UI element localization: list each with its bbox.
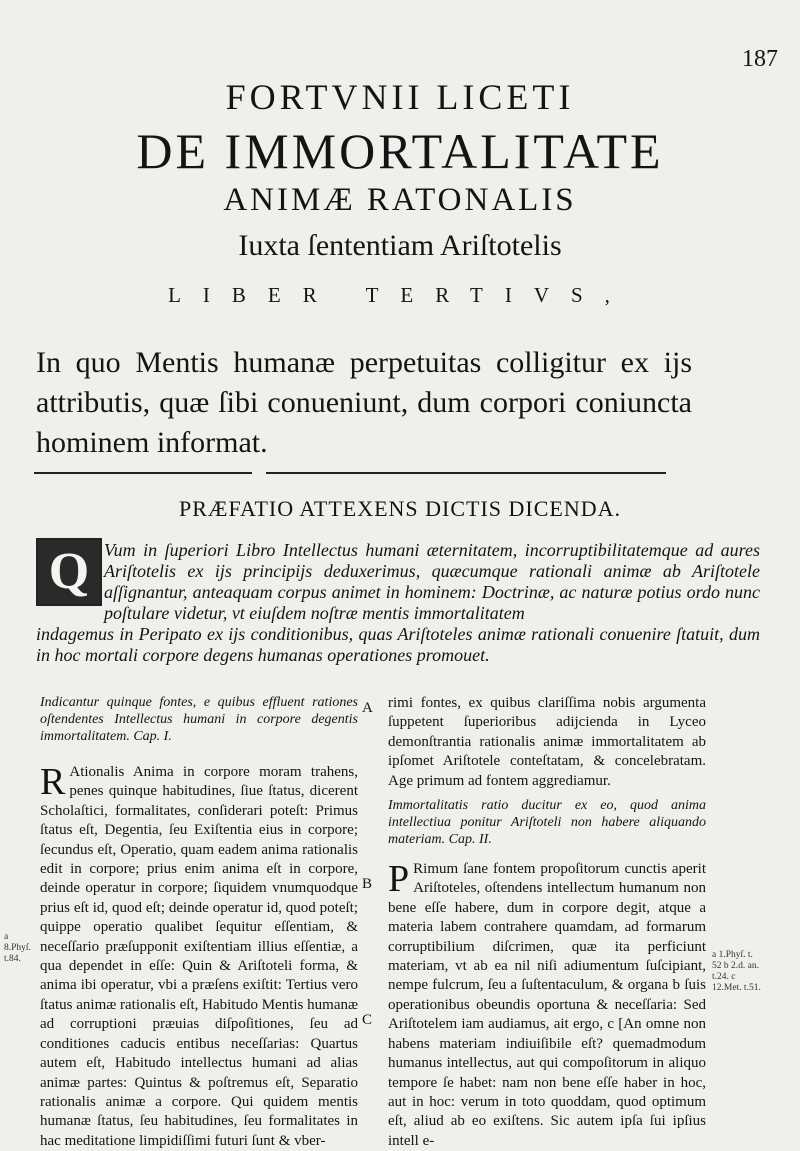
margin-note-left: a 8.Phyſ. t.84. (4, 932, 31, 964)
continued-paragraph: rimi fontes, ex quibus clariſſima nobis argumenta ſuppetent ſuperioribus adijcienda in Lyceo demonſtrantia rationalis animæ immortalitatem ab ipſomet Ariſtotele conteſtatam, & concelebratam. Age primum ad fontem aggrediamur. (388, 695, 706, 789)
drop-cap-letter: Q (48, 543, 90, 600)
preface-heading: PRÆFATIO ATTEXENS DICTIS DICENDA. (178, 496, 622, 521)
preface-text (36, 540, 760, 666)
preface-text-first: Vum in ſuperiori Libro Intellectus humani æternitatem, incorruptibilitatemque ad aures Ariſtotelis ex ijs principijs deduxerimus, quæcumque rationali animæ ab Ariſtotele aſſignantur, anteaquam corpus animet in hominem: Doctrinæ, ac naturæ potius ordo nunc poſtulare videtur, vt eiuſdem noſtræ mentis immortalitatem (104, 540, 760, 623)
drop-cap-ornament (36, 538, 102, 606)
divider-rule-right (266, 472, 666, 474)
left-column (40, 694, 358, 1151)
book-subtitle: ANIMÆ RATONALIS (223, 182, 577, 218)
column-marker-b: B (362, 876, 373, 892)
right-column (388, 694, 706, 1151)
column-marker-a: A (362, 700, 373, 716)
author-name: FORTVNII LICETI (225, 77, 575, 117)
chapter-body-2: Rimum ſane fontem propoſitorum cunctis aperit Ariſtoteles, oſtendens intellectum humanum non bene eſſe habere, dum in corpore degit, atque a materia labem contrahere quamdam, ad formarum corruptibilium diſcrimen, quæ ita perficiunt materiam, vt ab ea nil niſi adiumentum ſuſcipiant, nempe fulcrum, ſeu a ſuſtentaculum, & organa b ſuis operationibus obeundis oportuna & neceſſaria: Sed Ariſtotelem iam audiamus, ait ergo, c [An omne non habens materiam indiuiſibile eſt? quemadmodum humanus intellectus, aut qui compoſitorum in aliquo tempore ſe habet: nam non bene eſſe haber in hoc, aut in hoc: verum in toto quoddam, quod optimum eſt, aliud ab eo exiſtens. Sic autem ipſa ſui ipſius intell e- (388, 861, 706, 1149)
chapter-initial-1: R (40, 761, 66, 803)
chapter-rubric-1: Indicantur quinque fontes, e quibus effluent rationes oſtendentes Intellectus humani in corpore degentis immortalitatem. Cap. I. (40, 695, 358, 744)
column-marker-c: C (362, 1012, 373, 1028)
title-iuxta: Iuxta ſententiam Ariſtotelis (238, 229, 562, 262)
chapter-body-1: Ationalis Anima in corpore moram trahens, penes quinque habitudines, ſiue ſtatus, dicerent Scholaſtici, formalitates, conſiderari poteſt: Primus ſtatus eſt, Degentia, ſeu Exiſtentia eius in corpore; ſecundus eſt, Operatio, quam eadem anima rationalis edit in corpore; prius enim anima eſt in corpore, deinde operatur in corpore; ſiquidem vnumquodque prius eſt id, quod eſt; deinde operatur id, quod poteſt; quippe operatio qualibet ſequitur eſſentiam, & neceſſario præſupponit exiſtentiam illius eſſentiæ, a qua dependet in eſſe: Quin & Ariſtoteli forma, & anima ibi operatur, vbi a præſens exiſtit: Tertius vero ſtatus animæ rationalis eſt, Habitudo Mentis humanæ ad corruptioni præuias diſpoſitiones, ſeu ad conditiones caducis entibus neceſſarias: Quartus autem eſt, Habitudo intellectus humani ad alias animæ partes: Quintus & poſtremus eſt, Separatio rationalis animæ a corpore. Qui quidem mentis humanæ ſtatus, ſeu habitudines, ſeu formalitates in hac meditatione limpidiſſimi futuri ſunt & vber- (40, 764, 358, 1149)
page-number: 187 (742, 46, 778, 72)
book-intro: In quo Mentis humanæ perpetuitas colligitur ex ijs attributis, quæ ſibi conueniunt, dum corpori coniuncta hominem informat. (36, 346, 692, 459)
book-title: DE IMMORTALITATE (136, 123, 664, 179)
divider-rule-left (34, 472, 252, 474)
preface-text-cont: indagemus in Peripato ex ijs conditionibus, quas Ariſtoteles animæ rationali conuenire ſtatuit, dum in hoc mortali corpore degens humanas operationes promouet. (36, 624, 760, 665)
title-block (0, 70, 800, 308)
margin-note-right: a 1.Phyſ. t. 52 b 2.d. an. t.24. c 12.Met. t.51. (712, 950, 761, 993)
chapter-initial-2: P (388, 858, 410, 901)
chapter-rubric-2: Immortalitatis ratio ducitur ex eo, quod anima intellectiua ponitur Ariſtoteli non habere aliquando materiam. Cap. II. (388, 798, 706, 848)
book-number: LIBER TERTIVS, (168, 283, 632, 307)
